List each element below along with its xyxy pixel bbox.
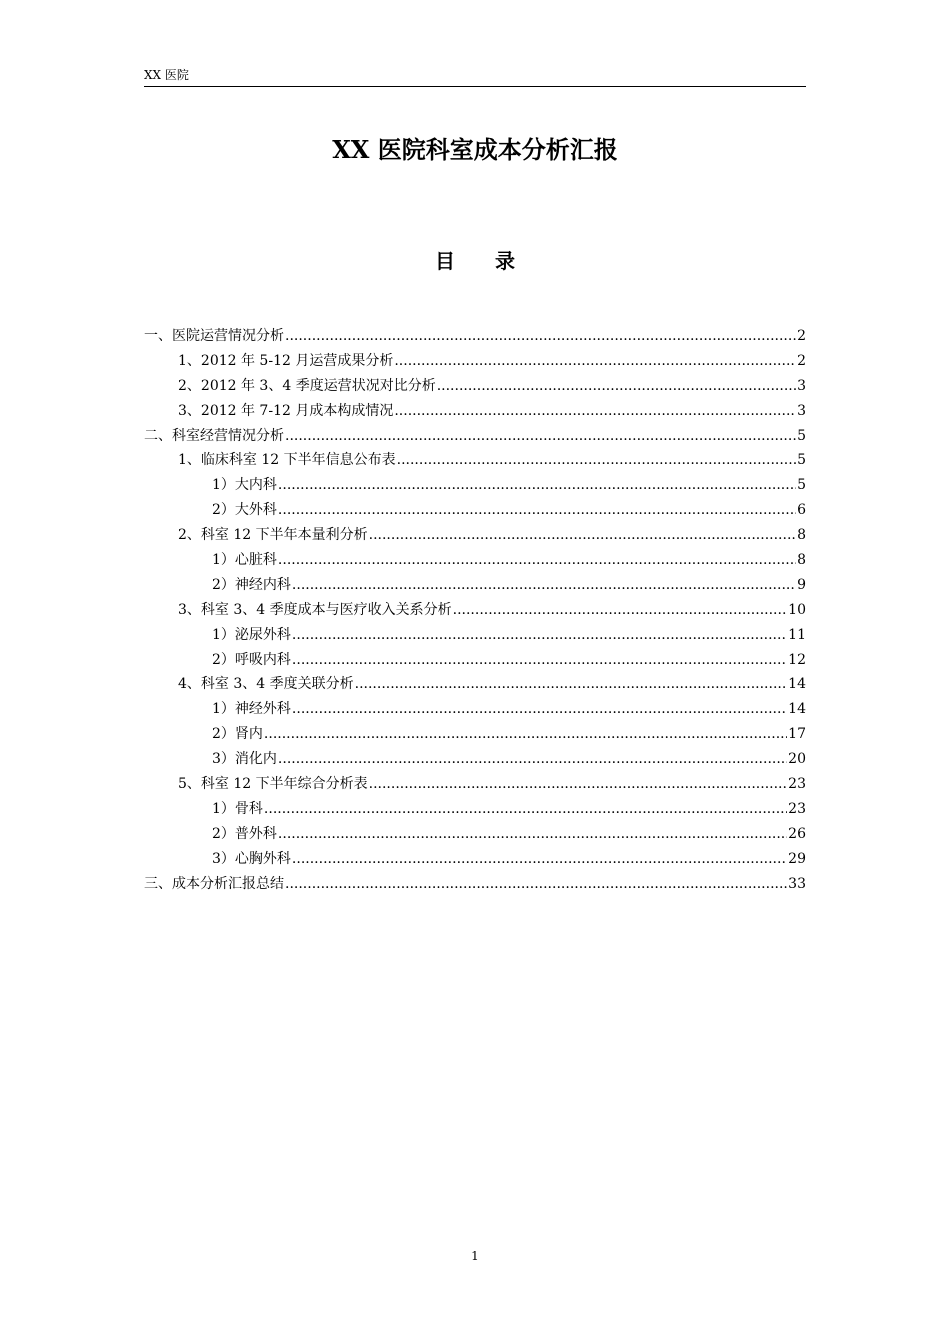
toc-entry-label: 2）呼吸内科 bbox=[212, 651, 291, 668]
toc-entry[interactable] bbox=[144, 747, 806, 772]
toc-entry-page: 3 bbox=[797, 377, 806, 394]
toc-entry-label: 1）神经外科 bbox=[212, 701, 291, 718]
toc-leader-dots bbox=[278, 473, 796, 498]
header-text: XX 医院 bbox=[144, 68, 189, 82]
toc-leader-dots bbox=[292, 648, 787, 673]
toc-entry-page: 23 bbox=[788, 776, 806, 793]
toc-leader-dots bbox=[394, 399, 796, 424]
toc-entry-page: 10 bbox=[788, 601, 806, 618]
toc-entry-page: 17 bbox=[788, 726, 806, 743]
toc-entry[interactable] bbox=[144, 623, 806, 648]
toc-entry[interactable] bbox=[144, 598, 806, 623]
toc-leader-dots bbox=[369, 772, 788, 797]
toc-entry[interactable] bbox=[144, 722, 806, 747]
toc-entry-page: 29 bbox=[788, 850, 806, 867]
toc-entry-page: 5 bbox=[797, 452, 806, 469]
toc-entry-page: 8 bbox=[797, 552, 806, 569]
toc-leader-dots bbox=[292, 573, 796, 598]
toc-leader-dots bbox=[292, 697, 787, 722]
toc-entry-page: 5 bbox=[797, 427, 806, 444]
toc-entry-label: 2、2012 年 3、4 季度运营状况对比分析 bbox=[178, 377, 436, 394]
toc-leader-dots bbox=[397, 448, 796, 473]
toc-entry[interactable] bbox=[144, 498, 806, 523]
toc-entry-label: 三、成本分析汇报总结 bbox=[144, 875, 284, 892]
toc-entry-label: 二、科室经营情况分析 bbox=[144, 427, 284, 444]
toc-entry-label: 3、科室 3、4 季度成本与医疗收入关系分析 bbox=[178, 601, 452, 618]
toc-entry[interactable] bbox=[144, 672, 806, 697]
toc-entry[interactable] bbox=[144, 697, 806, 722]
toc-leader-dots bbox=[369, 523, 796, 548]
toc-entry-label: 2、科室 12 下半年本量利分析 bbox=[178, 527, 368, 544]
toc-entry[interactable] bbox=[144, 473, 806, 498]
page-number: 1 bbox=[471, 1249, 479, 1263]
toc-entry-page: 14 bbox=[788, 701, 806, 718]
toc-entry[interactable] bbox=[144, 822, 806, 847]
toc-entry-page: 2 bbox=[797, 328, 806, 344]
toc-entry[interactable] bbox=[144, 324, 806, 349]
toc-entry-page: 26 bbox=[788, 825, 806, 842]
toc-entry[interactable] bbox=[144, 797, 806, 822]
toc-entry-page: 20 bbox=[788, 751, 806, 768]
toc-entry-page: 23 bbox=[788, 800, 806, 817]
toc-entry-page: 8 bbox=[797, 527, 806, 544]
toc-entry-page: 33 bbox=[788, 875, 806, 892]
toc-heading bbox=[0, 247, 950, 275]
toc-leader-dots bbox=[264, 797, 787, 822]
toc-leader-dots bbox=[285, 872, 787, 897]
toc-entry-label: 1）大内科 bbox=[212, 477, 277, 494]
toc-entry-page: 2 bbox=[797, 352, 806, 369]
toc-leader-dots bbox=[394, 349, 796, 374]
toc-entry[interactable] bbox=[144, 399, 806, 424]
toc-entry-label: 一、医院运营情况分析 bbox=[144, 328, 284, 344]
toc-entry[interactable] bbox=[144, 448, 806, 473]
toc-leader-dots bbox=[437, 374, 796, 399]
toc-entry-label: 3、2012 年 7-12 月成本构成情况 bbox=[178, 402, 394, 419]
toc-entry-label: 1、2012 年 5-12 月运营成果分析 bbox=[178, 352, 394, 369]
document-title: XX 医院科室成本分析汇报 bbox=[332, 135, 618, 164]
toc-heading-left: 目 bbox=[435, 249, 455, 273]
toc-entry-page: 6 bbox=[797, 502, 806, 519]
toc-leader-dots bbox=[278, 548, 796, 573]
toc-leader-dots bbox=[264, 722, 787, 747]
toc-entry-label: 1、临床科室 12 下半年信息公布表 bbox=[178, 452, 396, 469]
toc-entry-label: 2）神经内科 bbox=[212, 576, 291, 593]
toc-entry[interactable] bbox=[144, 772, 806, 797]
toc-entry[interactable] bbox=[144, 548, 806, 573]
toc-entry[interactable] bbox=[144, 648, 806, 673]
toc-leader-dots bbox=[355, 672, 788, 697]
toc-leader-dots bbox=[292, 847, 787, 872]
toc-leader-dots bbox=[285, 324, 796, 349]
toc-entry[interactable] bbox=[144, 872, 806, 897]
toc-entry-page: 14 bbox=[788, 676, 806, 693]
toc-entry[interactable] bbox=[144, 573, 806, 598]
toc-entry[interactable] bbox=[144, 374, 806, 399]
toc-entry-label: 1）心脏科 bbox=[212, 552, 277, 569]
toc-leader-dots bbox=[285, 424, 796, 449]
toc-leader-dots bbox=[453, 598, 788, 623]
toc-leader-dots bbox=[292, 623, 787, 648]
toc-entry[interactable] bbox=[144, 349, 806, 374]
toc-entry-label: 5、科室 12 下半年综合分析表 bbox=[178, 776, 368, 793]
toc-entry-label: 4、科室 3、4 季度关联分析 bbox=[178, 676, 354, 693]
toc-leader-dots bbox=[278, 498, 796, 523]
toc-entry-label: 1）骨科 bbox=[212, 800, 263, 817]
toc-entry-label: 2）大外科 bbox=[212, 502, 277, 519]
table-of-contents bbox=[144, 324, 806, 896]
toc-entry-page: 12 bbox=[788, 651, 806, 668]
toc-entry-label: 2）普外科 bbox=[212, 825, 277, 842]
toc-entry[interactable] bbox=[144, 523, 806, 548]
toc-entry-label: 3）消化内 bbox=[212, 751, 277, 768]
toc-entry[interactable] bbox=[144, 847, 806, 872]
toc-entry-label: 3）心胸外科 bbox=[212, 850, 291, 867]
toc-entry-page: 5 bbox=[797, 477, 806, 494]
toc-entry-label: 1）泌尿外科 bbox=[212, 626, 291, 643]
toc-entry-label: 2）肾内 bbox=[212, 726, 263, 743]
page-header bbox=[144, 66, 806, 87]
toc-leader-dots bbox=[278, 747, 787, 772]
toc-entry-page: 9 bbox=[797, 576, 806, 593]
toc-leader-dots bbox=[278, 822, 787, 847]
toc-heading-right: 录 bbox=[495, 249, 515, 273]
toc-entry-page: 3 bbox=[797, 402, 806, 419]
toc-entry-page: 11 bbox=[788, 626, 806, 643]
toc-entry[interactable] bbox=[144, 424, 806, 449]
